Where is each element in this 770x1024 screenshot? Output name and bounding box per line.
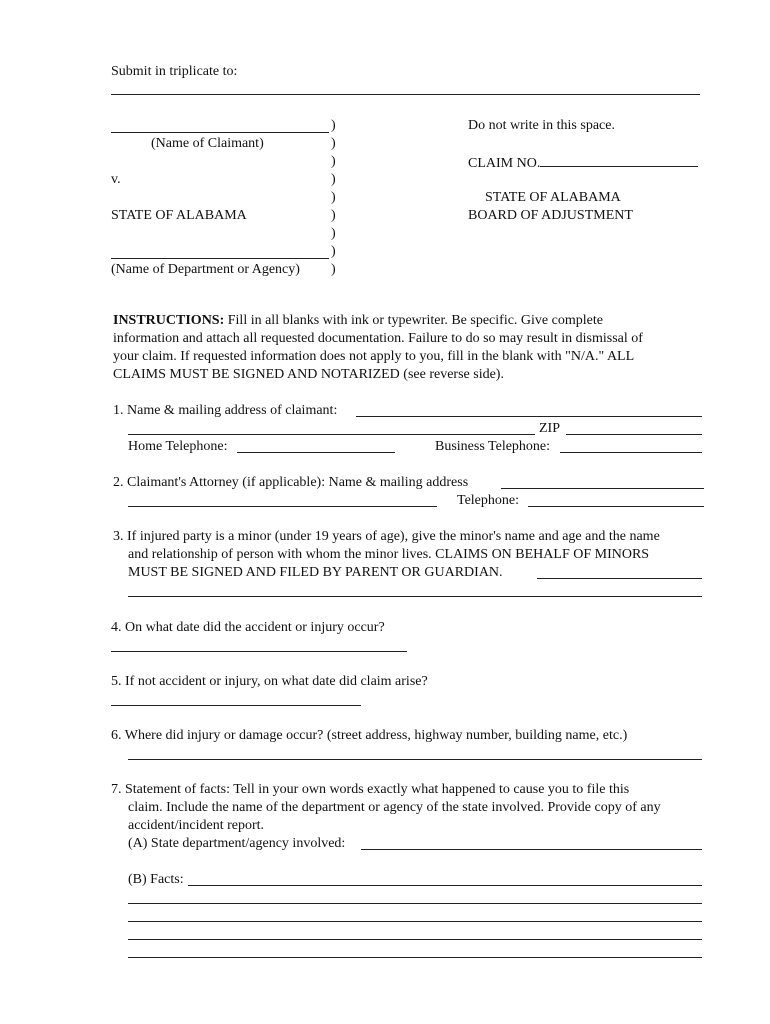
q7-line-2: claim. Include the name of the department or agency of the state involved. Provide copy of any bbox=[128, 800, 661, 815]
submit-to-field[interactable] bbox=[111, 94, 700, 95]
claim-no-field bbox=[540, 153, 698, 167]
office-state-label: STATE OF ALABAMA bbox=[485, 190, 621, 205]
home-telephone-field[interactable] bbox=[237, 452, 395, 453]
q3-line-2: and relationship of person with whom the minor lives. CLAIMS ON BEHALF OF MINORS bbox=[128, 547, 650, 562]
caption-paren: ) bbox=[331, 118, 336, 133]
name-of-claimant-label: (Name of Claimant) bbox=[151, 136, 264, 151]
claimant-name-field[interactable] bbox=[111, 132, 329, 133]
claim-no-label: CLAIM NO. bbox=[468, 156, 541, 171]
submit-to-label: Submit in triplicate to: bbox=[111, 64, 238, 79]
instructions-line-4: CLAIMS MUST BE SIGNED AND NOTARIZED (see reverse side). bbox=[113, 367, 504, 382]
claim-no-row bbox=[468, 153, 698, 173]
minor-info-field[interactable] bbox=[537, 578, 702, 579]
versus-label: v. bbox=[111, 172, 121, 187]
q4-label: 4. On what date did the accident or injury occur? bbox=[111, 620, 385, 635]
business-telephone-field[interactable] bbox=[560, 452, 702, 453]
business-telephone-label: Business Telephone: bbox=[435, 439, 551, 454]
caption-paren: ) bbox=[331, 208, 336, 223]
caption-paren: ) bbox=[331, 190, 336, 205]
claim-date-field[interactable] bbox=[111, 705, 361, 706]
injury-location-field[interactable] bbox=[128, 759, 702, 760]
instructions-label: INSTRUCTIONS: bbox=[113, 313, 225, 328]
facts-label: (B) Facts: bbox=[128, 872, 184, 887]
agency-involved-field[interactable] bbox=[361, 849, 702, 850]
facts-field-line[interactable] bbox=[128, 939, 702, 940]
q5-label: 5. If not accident or injury, on what date did claim arise? bbox=[111, 674, 428, 689]
q3-line-1: 3. If injured party is a minor (under 19 years of age), give the minor's name and age and the name bbox=[113, 529, 660, 544]
do-not-write-label: Do not write in this space. bbox=[468, 118, 615, 133]
caption-state-label: STATE OF ALABAMA bbox=[111, 208, 247, 223]
caption-paren: ) bbox=[331, 136, 336, 151]
instructions-line-2: information and attach all requested documentation. Failure to do so may result in dismissal of bbox=[113, 331, 643, 346]
caption-paren: ) bbox=[331, 244, 336, 259]
facts-field-line[interactable] bbox=[128, 957, 702, 958]
zip-field[interactable] bbox=[566, 434, 702, 435]
board-of-adjustment-label: BOARD OF ADJUSTMENT bbox=[468, 208, 633, 223]
department-name-field[interactable] bbox=[111, 258, 329, 259]
facts-field-line[interactable] bbox=[128, 921, 702, 922]
facts-field-line[interactable] bbox=[128, 903, 702, 904]
attorney-telephone-field[interactable] bbox=[528, 506, 704, 507]
agency-involved-label: (A) State department/agency involved: bbox=[128, 836, 346, 851]
claimant-name-address-field[interactable] bbox=[356, 416, 702, 417]
q2-label: 2. Claimant's Attorney (if applicable): Name & mailing address bbox=[113, 475, 469, 490]
claimant-address-line-2[interactable] bbox=[128, 434, 535, 435]
facts-field[interactable] bbox=[188, 885, 702, 886]
instructions-line-1: INSTRUCTIONS: Fill in all blanks with ink or typewriter. Be specific. Give complete bbox=[113, 313, 603, 328]
name-of-department-label: (Name of Department or Agency) bbox=[111, 262, 300, 277]
caption-paren: ) bbox=[331, 226, 336, 241]
q3-line-3: MUST BE SIGNED AND FILED BY PARENT OR GUARDIAN. bbox=[128, 565, 503, 580]
minor-info-field-2[interactable] bbox=[128, 596, 702, 597]
accident-date-field[interactable] bbox=[111, 651, 407, 652]
instructions-line-3: your claim. If requested information does not apply to you, fill in the blank with "N/A." ALL bbox=[113, 349, 635, 364]
q6-label: 6. Where did injury or damage occur? (street address, highway number, building name, etc.) bbox=[111, 728, 628, 743]
zip-label: ZIP bbox=[539, 421, 560, 436]
attorney-name-field[interactable] bbox=[501, 488, 704, 489]
q1-label: 1. Name & mailing address of claimant: bbox=[113, 403, 338, 418]
home-telephone-label: Home Telephone: bbox=[128, 439, 228, 454]
caption-paren: ) bbox=[331, 154, 336, 169]
caption-paren: ) bbox=[331, 262, 336, 277]
attorney-telephone-label: Telephone: bbox=[457, 493, 519, 508]
attorney-address-field[interactable] bbox=[128, 506, 437, 507]
q7-line-1: 7. Statement of facts: Tell in your own words exactly what happened to cause you to file this bbox=[111, 782, 630, 797]
caption-paren: ) bbox=[331, 172, 336, 187]
q7-line-3: accident/incident report. bbox=[128, 818, 265, 833]
